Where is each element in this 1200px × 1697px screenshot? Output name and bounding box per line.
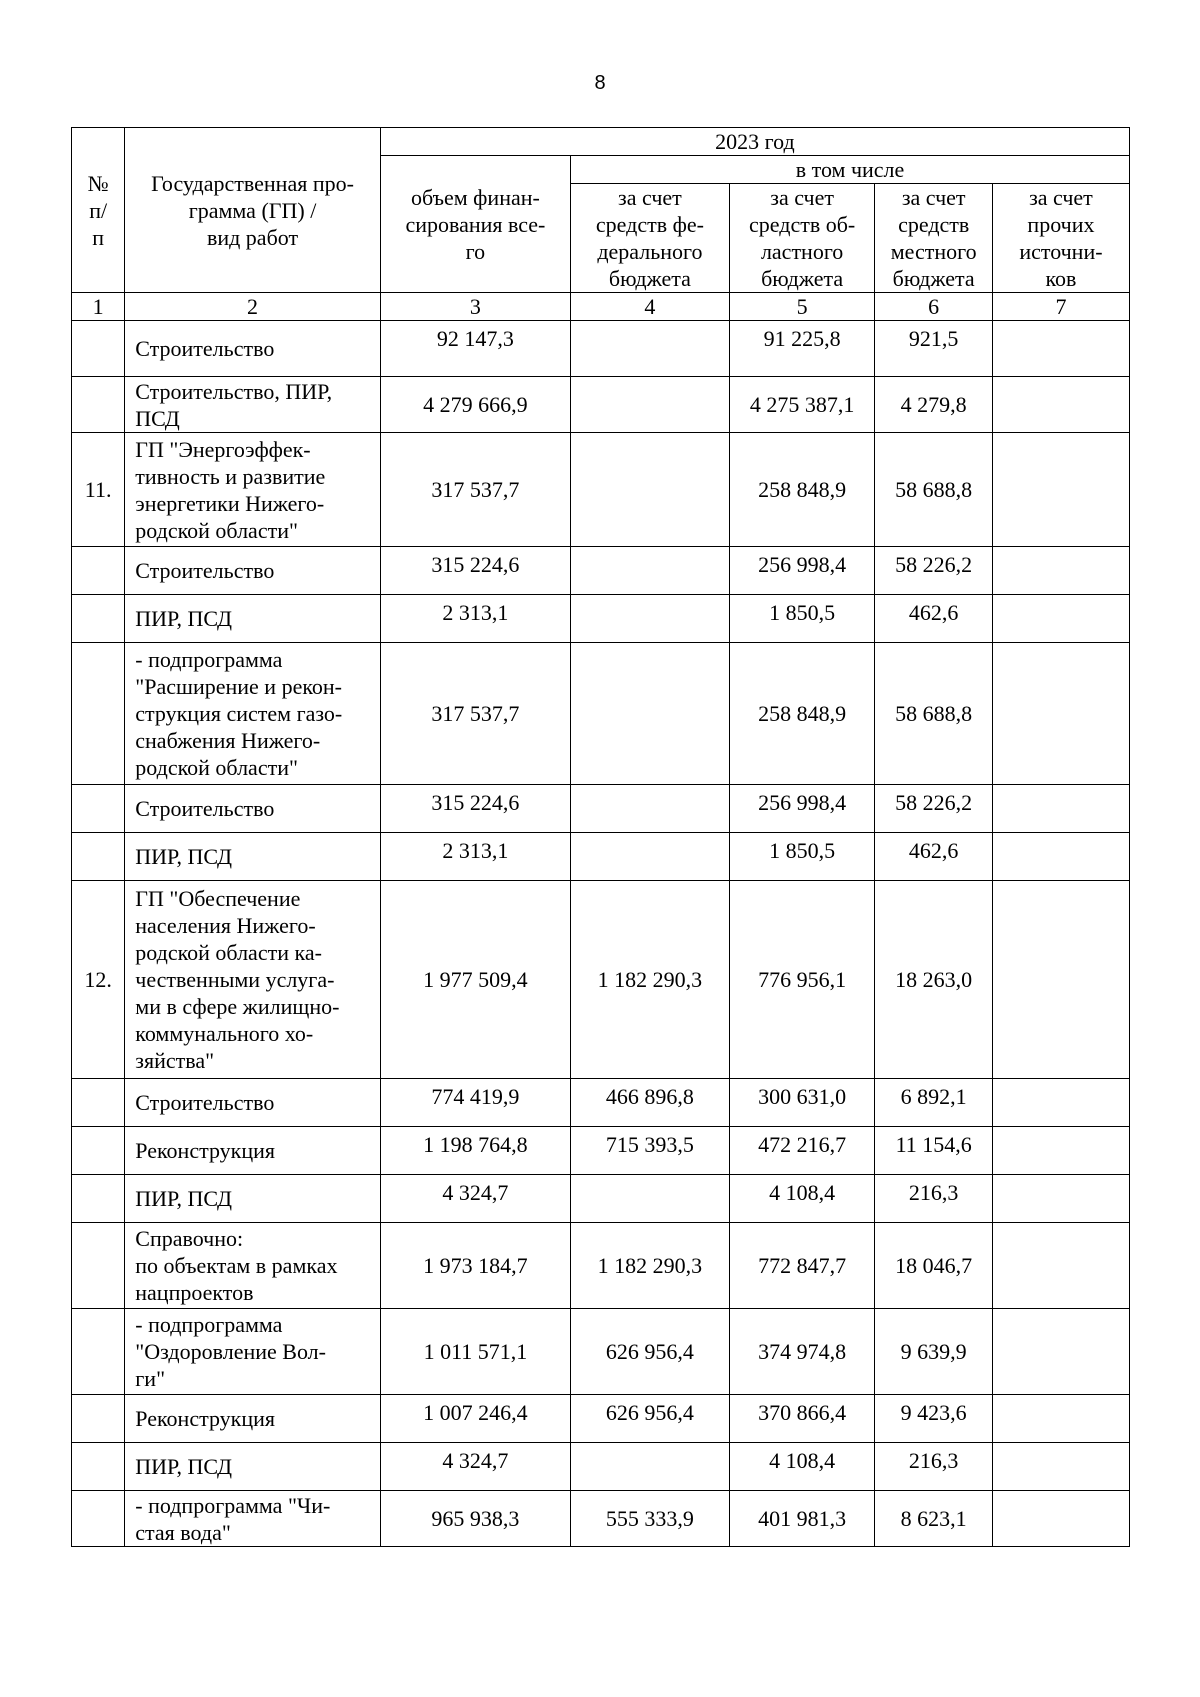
row-name: ПИР, ПСД xyxy=(125,1443,381,1491)
federal-value xyxy=(571,547,730,595)
row-number xyxy=(72,547,125,595)
total-value: 4 324,7 xyxy=(380,1443,570,1491)
table-row xyxy=(72,881,1130,1079)
table-row xyxy=(72,833,1130,881)
federal-value: 715 393,5 xyxy=(571,1127,730,1175)
row-number xyxy=(72,1079,125,1127)
total-value: 1 977 509,4 xyxy=(380,881,570,1079)
table-row xyxy=(72,321,1130,377)
header-regional: за счет средств об- ластного бюджета xyxy=(729,184,875,293)
row-name: ПИР, ПСД xyxy=(125,1175,381,1223)
federal-value: 555 333,9 xyxy=(571,1491,730,1547)
other-value xyxy=(992,1079,1129,1127)
other-value xyxy=(992,643,1129,785)
table-row xyxy=(72,1443,1130,1491)
regional-value: 300 631,0 xyxy=(729,1079,875,1127)
total-value: 315 224,6 xyxy=(380,547,570,595)
column-numbers-row xyxy=(72,293,1130,321)
other-value xyxy=(992,1175,1129,1223)
row-number: 12. xyxy=(72,881,125,1079)
table-row xyxy=(72,377,1130,433)
total-value: 1 198 764,8 xyxy=(380,1127,570,1175)
header-federal: за счет средств фе- дерального бюджета xyxy=(571,184,730,293)
other-value xyxy=(992,1443,1129,1491)
federal-value xyxy=(571,433,730,547)
other-value xyxy=(992,377,1129,433)
federal-value: 1 182 290,3 xyxy=(571,881,730,1079)
federal-value xyxy=(571,1443,730,1491)
row-number xyxy=(72,833,125,881)
other-value xyxy=(992,1491,1129,1547)
local-value: 58 226,2 xyxy=(875,547,992,595)
row-name: Строительство xyxy=(125,321,381,377)
header-no: № п/ п xyxy=(72,128,125,293)
local-value: 921,5 xyxy=(875,321,992,377)
other-value xyxy=(992,881,1129,1079)
local-value: 8 623,1 xyxy=(875,1491,992,1547)
regional-value: 772 847,7 xyxy=(729,1223,875,1309)
regional-value: 472 216,7 xyxy=(729,1127,875,1175)
header-year: 2023 год xyxy=(380,128,1129,156)
row-name: ПИР, ПСД xyxy=(125,833,381,881)
local-value: 9 639,9 xyxy=(875,1309,992,1395)
row-name: ГП "Энергоэффек- тивность и развитие энергетики Нижего- родской области" xyxy=(125,433,381,547)
federal-value xyxy=(571,1175,730,1223)
other-value xyxy=(992,433,1129,547)
row-name: Строительство xyxy=(125,547,381,595)
local-value: 462,6 xyxy=(875,595,992,643)
row-number xyxy=(72,643,125,785)
row-number xyxy=(72,595,125,643)
total-value: 317 537,7 xyxy=(380,643,570,785)
local-value: 9 423,6 xyxy=(875,1395,992,1443)
local-value: 216,3 xyxy=(875,1443,992,1491)
financing-table xyxy=(71,127,1130,1547)
row-name: - подпрограмма "Оздоровление Вол- ги" xyxy=(125,1309,381,1395)
column-number: 1 xyxy=(72,293,125,321)
row-number xyxy=(72,1175,125,1223)
other-value xyxy=(992,785,1129,833)
other-value xyxy=(992,1309,1129,1395)
row-name: Строительство, ПИР, ПСД xyxy=(125,377,381,433)
table-row xyxy=(72,1127,1130,1175)
local-value: 6 892,1 xyxy=(875,1079,992,1127)
row-number xyxy=(72,1127,125,1175)
regional-value: 256 998,4 xyxy=(729,547,875,595)
other-value xyxy=(992,547,1129,595)
local-value: 462,6 xyxy=(875,833,992,881)
table-row xyxy=(72,1491,1130,1547)
column-number: 5 xyxy=(729,293,875,321)
local-value: 58 688,8 xyxy=(875,433,992,547)
row-name: - подпрограмма "Расширение и рекон- струкция систем газо- снабжения Нижего- родской области" xyxy=(125,643,381,785)
table-row xyxy=(72,643,1130,785)
row-number xyxy=(72,1443,125,1491)
header-program: Государственная про- грамма (ГП) / вид работ xyxy=(125,128,381,293)
federal-value xyxy=(571,595,730,643)
header-total: объем финан- сирования все- го xyxy=(380,156,570,293)
other-value xyxy=(992,1223,1129,1309)
other-value xyxy=(992,1395,1129,1443)
federal-value xyxy=(571,321,730,377)
row-number xyxy=(72,1491,125,1547)
local-value: 18 046,7 xyxy=(875,1223,992,1309)
other-value xyxy=(992,833,1129,881)
row-number xyxy=(72,377,125,433)
table-row xyxy=(72,1223,1130,1309)
header-local: за счет средств местного бюджета xyxy=(875,184,992,293)
table-row xyxy=(72,547,1130,595)
regional-value: 258 848,9 xyxy=(729,433,875,547)
table-row xyxy=(72,433,1130,547)
other-value xyxy=(992,1127,1129,1175)
total-value: 1 011 571,1 xyxy=(380,1309,570,1395)
total-value: 315 224,6 xyxy=(380,785,570,833)
regional-value: 91 225,8 xyxy=(729,321,875,377)
table-row xyxy=(72,1395,1130,1443)
column-number: 6 xyxy=(875,293,992,321)
row-number xyxy=(72,321,125,377)
regional-value: 370 866,4 xyxy=(729,1395,875,1443)
regional-value: 374 974,8 xyxy=(729,1309,875,1395)
regional-value: 401 981,3 xyxy=(729,1491,875,1547)
header-including: в том числе xyxy=(571,156,1130,184)
local-value: 58 688,8 xyxy=(875,643,992,785)
page-number: 8 xyxy=(594,72,606,94)
federal-value: 626 956,4 xyxy=(571,1309,730,1395)
total-value: 774 419,9 xyxy=(380,1079,570,1127)
federal-value: 1 182 290,3 xyxy=(571,1223,730,1309)
federal-value xyxy=(571,785,730,833)
total-value: 4 324,7 xyxy=(380,1175,570,1223)
local-value: 11 154,6 xyxy=(875,1127,992,1175)
column-number: 2 xyxy=(125,293,381,321)
column-number: 4 xyxy=(571,293,730,321)
federal-value xyxy=(571,643,730,785)
row-name: ПИР, ПСД xyxy=(125,595,381,643)
row-number xyxy=(72,1309,125,1395)
column-number: 3 xyxy=(380,293,570,321)
federal-value: 626 956,4 xyxy=(571,1395,730,1443)
regional-value: 258 848,9 xyxy=(729,643,875,785)
regional-value: 1 850,5 xyxy=(729,833,875,881)
total-value: 317 537,7 xyxy=(380,433,570,547)
local-value: 18 263,0 xyxy=(875,881,992,1079)
row-number xyxy=(72,785,125,833)
column-number: 7 xyxy=(992,293,1129,321)
regional-value: 4 108,4 xyxy=(729,1443,875,1491)
total-value: 1 007 246,4 xyxy=(380,1395,570,1443)
federal-value xyxy=(571,833,730,881)
regional-value: 4 108,4 xyxy=(729,1175,875,1223)
row-name: Строительство xyxy=(125,785,381,833)
regional-value: 1 850,5 xyxy=(729,595,875,643)
row-name: - подпрограмма "Чи- стая вода" xyxy=(125,1491,381,1547)
row-name: Реконструкция xyxy=(125,1395,381,1443)
table-row xyxy=(72,1079,1130,1127)
total-value: 2 313,1 xyxy=(380,833,570,881)
regional-value: 256 998,4 xyxy=(729,785,875,833)
total-value: 965 938,3 xyxy=(380,1491,570,1547)
total-value: 2 313,1 xyxy=(380,595,570,643)
row-number xyxy=(72,1223,125,1309)
federal-value: 466 896,8 xyxy=(571,1079,730,1127)
row-name: Реконструкция xyxy=(125,1127,381,1175)
table-row xyxy=(72,785,1130,833)
total-value: 92 147,3 xyxy=(380,321,570,377)
other-value xyxy=(992,595,1129,643)
table-row xyxy=(72,595,1130,643)
regional-value: 4 275 387,1 xyxy=(729,377,875,433)
table-row xyxy=(72,1309,1130,1395)
table-row xyxy=(72,1175,1130,1223)
total-value: 1 973 184,7 xyxy=(380,1223,570,1309)
local-value: 4 279,8 xyxy=(875,377,992,433)
row-name: Строительство xyxy=(125,1079,381,1127)
local-value: 58 226,2 xyxy=(875,785,992,833)
total-value: 4 279 666,9 xyxy=(380,377,570,433)
local-value: 216,3 xyxy=(875,1175,992,1223)
row-name: ГП "Обеспечение населения Нижего- родской области ка- чественными услуга- ми в сфере жилищно- коммунального хо- зяйства" xyxy=(125,881,381,1079)
regional-value: 776 956,1 xyxy=(729,881,875,1079)
row-number: 11. xyxy=(72,433,125,547)
row-number xyxy=(72,1395,125,1443)
row-name: Справочно: по объектам в рамках нацпроектов xyxy=(125,1223,381,1309)
other-value xyxy=(992,321,1129,377)
header-other: за счет прочих источни- ков xyxy=(992,184,1129,293)
federal-value xyxy=(571,377,730,433)
